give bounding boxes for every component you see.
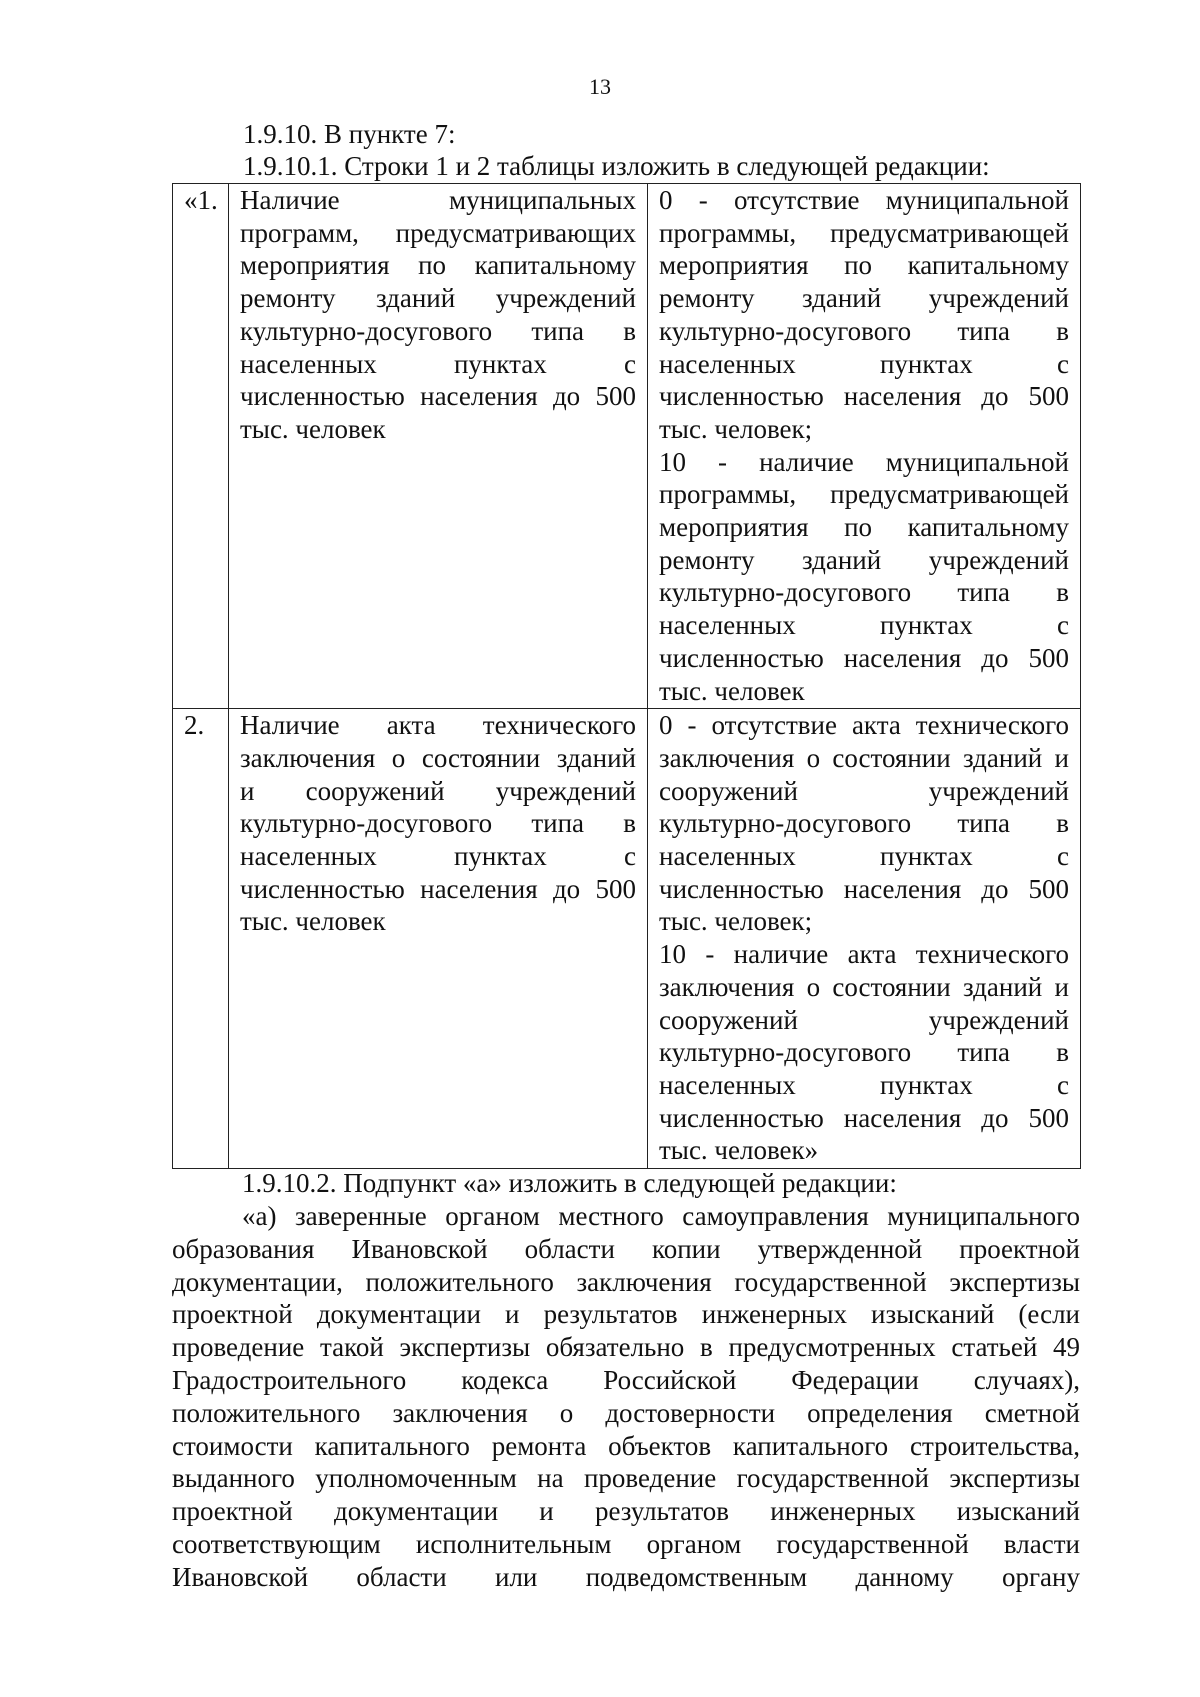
- cell-line: 0 - отсутствие муниципальной: [659, 185, 1069, 215]
- cell-line: тыс. человек;: [659, 413, 813, 444]
- cell-line: численностью населения до 500: [659, 873, 1069, 904]
- paragraph-line: «а) заверенные органом местного самоуправления муниципального: [242, 1201, 1080, 1231]
- row-number: 2.: [173, 709, 229, 1169]
- page-number: 13: [589, 74, 611, 99]
- cell-line: 0 - отсутствие акта технического: [659, 710, 1069, 741]
- cell-line: тыс. человек: [240, 413, 386, 444]
- cell-line: заключения о состоянии зданий и: [659, 971, 1069, 1002]
- score-description-cell: [648, 709, 1081, 1169]
- cell-line: заключения о состоянии зданий и: [659, 742, 1069, 773]
- cell-line: культурно-досугового типа в: [659, 1037, 1069, 1068]
- cell-line: 10 - наличие муниципальной: [659, 446, 1069, 477]
- criteria-table: [172, 183, 1081, 1169]
- cell-line: численностью населения до 500: [659, 381, 1069, 412]
- cell-line: культурно-досугового типа в: [240, 315, 636, 346]
- cell-line: мероприятия по капитальному: [659, 512, 1069, 543]
- section-heading: 1.9.10. В пункте 7:: [243, 119, 456, 149]
- cell-line: программы, предусматривающей: [659, 217, 1069, 248]
- paragraph-line: соответствующим исполнительным органом государственной власти: [172, 1528, 1080, 1559]
- cell-line: тыс. человек: [659, 675, 805, 706]
- paragraph-line: проектной документации и результатов инженерных изысканий (если: [172, 1299, 1080, 1330]
- cell-line: сооружений учреждений: [659, 775, 1069, 806]
- cell-line: культурно-досугового типа в: [659, 577, 1069, 608]
- paragraph-line: проектной документации и результатов инженерных изысканий: [172, 1496, 1080, 1527]
- cell-line: культурно-досугового типа в: [240, 808, 636, 839]
- cell-line: тыс. человек: [240, 906, 386, 937]
- cell-line: программ, предусматривающих: [240, 217, 636, 248]
- cell-line: программы, предусматривающей: [659, 479, 1069, 510]
- cell-line: населенных пунктах с: [240, 348, 636, 379]
- subsection-heading: 1.9.10.1. Строки 1 и 2 таблицы изложить в следующей редакции:: [243, 151, 990, 181]
- cell-line: населенных пунктах с: [659, 1069, 1069, 1100]
- paragraph-line: Ивановской области или подведомственным данному органу: [172, 1561, 1080, 1592]
- cell-line: численностью населения до 500: [659, 642, 1069, 673]
- cell-line: 10 - наличие акта технического: [659, 939, 1069, 970]
- cell-line: населенных пунктах с: [659, 348, 1069, 379]
- subsection-paragraph: [172, 1167, 1080, 1200]
- criterion-name-cell: [229, 184, 648, 709]
- cell-line: ремонту зданий учреждений: [240, 283, 636, 314]
- cell-line: мероприятия по капитальному: [659, 250, 1069, 281]
- paragraph-line: 1.9.10.2. Подпункт «а» изложить в следующей редакции:: [242, 1168, 897, 1198]
- paragraph-line: Градостроительного кодекса Российской Федерации случаях),: [172, 1364, 1080, 1395]
- table-row: [173, 184, 1081, 709]
- cell-line: и сооружений учреждений: [240, 775, 636, 806]
- score-description-cell: [648, 184, 1081, 709]
- subitem-a-paragraph: [172, 1200, 1080, 1594]
- cell-line: численностью населения до 500: [240, 873, 636, 904]
- cell-line: населенных пунктах с: [659, 841, 1069, 872]
- cell-line: Наличие акта технического: [240, 710, 636, 741]
- paragraph-line: образования Ивановской области копии утвержденной проектной: [172, 1233, 1080, 1264]
- cell-line: населенных пунктах с: [659, 610, 1069, 641]
- paragraph-line: проведение такой экспертизы обязательно в предусмотренных статьей 49: [172, 1332, 1080, 1363]
- criterion-name-cell: [229, 709, 648, 1169]
- cell-line: ремонту зданий учреждений: [659, 544, 1069, 575]
- cell-line: заключения о состоянии зданий: [240, 742, 636, 773]
- cell-line: численностью населения до 500: [240, 381, 636, 412]
- cell-line: тыс. человек;: [659, 906, 813, 937]
- cell-line: мероприятия по капитальному: [240, 250, 636, 281]
- paragraph-line: документации, положительного заключения государственной экспертизы: [172, 1266, 1080, 1297]
- cell-line: тыс. человек»: [659, 1135, 819, 1166]
- cell-line: численностью населения до 500: [659, 1102, 1069, 1133]
- paragraph-line: положительного заключения о достоверности определения сметной: [172, 1397, 1080, 1428]
- paragraph-line: стоимости капитального ремонта объектов капитального строительства,: [172, 1430, 1080, 1461]
- cell-line: культурно-досугового типа в: [659, 808, 1069, 839]
- table-row: [173, 709, 1081, 1169]
- cell-line: культурно-досугового типа в: [659, 315, 1069, 346]
- cell-line: Наличие муниципальных: [240, 185, 636, 215]
- cell-line: сооружений учреждений: [659, 1004, 1069, 1035]
- cell-line: населенных пунктах с: [240, 841, 636, 872]
- cell-line: ремонту зданий учреждений: [659, 283, 1069, 314]
- paragraph-line: выданного уполномоченным на проведение государственной экспертизы: [172, 1463, 1080, 1494]
- row-number: «1.: [173, 184, 229, 709]
